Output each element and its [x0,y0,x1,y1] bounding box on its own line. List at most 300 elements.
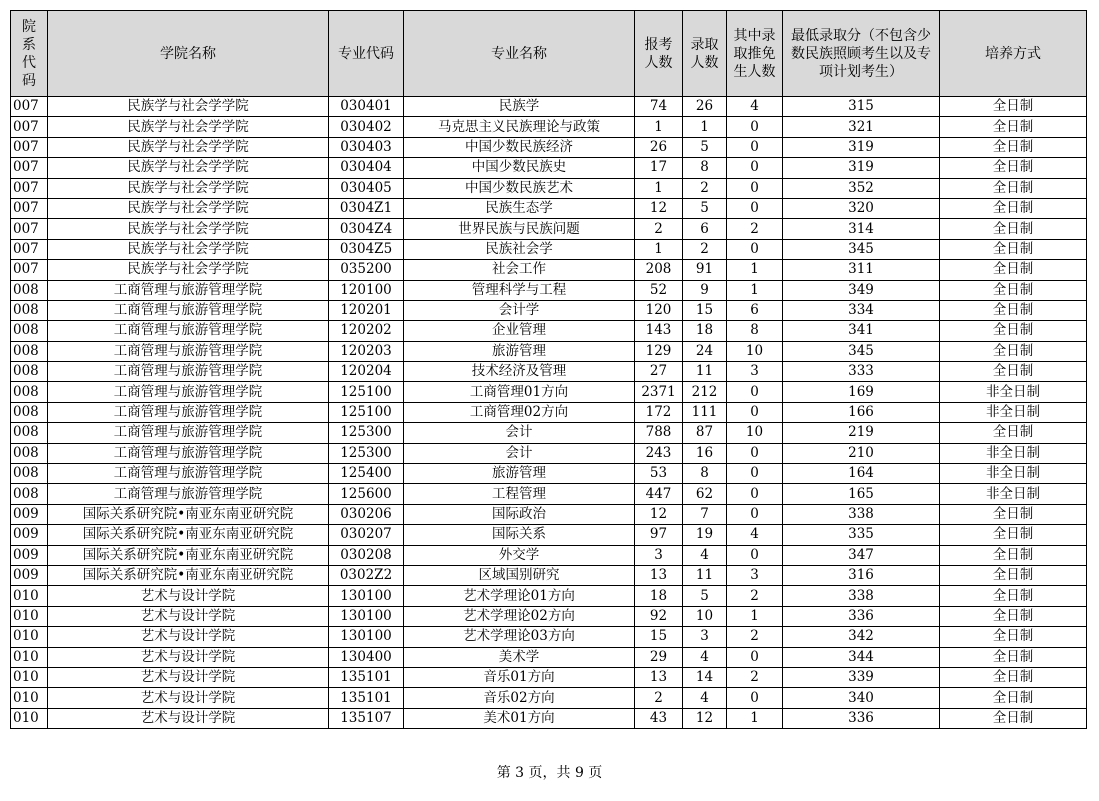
table-row [11,667,1087,687]
cell-admitted: 4 [683,688,727,708]
cell-major-code: 130100 [329,606,404,626]
cell-dept-code: 007 [11,239,48,259]
cell-dept-name: 工商管理与旅游管理学院 [48,341,329,361]
cell-major-code: 125600 [329,484,404,504]
cell-major-name: 会计学 [404,300,635,320]
cell-applicants: 43 [635,708,683,728]
cell-major-code: 135101 [329,688,404,708]
cell-dept-name: 民族学与社会学学院 [48,260,329,280]
cell-min-score: 344 [783,647,940,667]
cell-major-name: 民族社会学 [404,239,635,259]
cell-dept-name: 民族学与社会学学院 [48,97,329,117]
cell-mode: 全日制 [940,708,1087,728]
cell-admitted: 16 [683,443,727,463]
table-row [11,443,1087,463]
cell-applicants: 172 [635,402,683,422]
cell-exempt: 10 [727,423,783,443]
cell-min-score: 338 [783,504,940,524]
table-row [11,239,1087,259]
table-row [11,464,1087,484]
cell-major-name: 中国少数民族史 [404,158,635,178]
cell-dept-name: 民族学与社会学学院 [48,198,329,218]
cell-dept-name: 国际关系研究院•南亚东南亚研究院 [48,565,329,585]
cell-mode: 全日制 [940,158,1087,178]
cell-dept-code: 009 [11,545,48,565]
table-row [11,545,1087,565]
cell-dept-name: 工商管理与旅游管理学院 [48,423,329,443]
cell-admitted: 2 [683,178,727,198]
cell-major-code: 125100 [329,382,404,402]
cell-dept-code: 007 [11,198,48,218]
cell-mode: 全日制 [940,606,1087,626]
table-row [11,402,1087,422]
cell-min-score: 347 [783,545,940,565]
cell-dept-code: 009 [11,565,48,585]
cell-mode: 全日制 [940,260,1087,280]
cell-mode: 全日制 [940,525,1087,545]
cell-min-score: 166 [783,402,940,422]
cell-mode: 全日制 [940,627,1087,647]
table-row [11,260,1087,280]
cell-min-score: 164 [783,464,940,484]
cell-applicants: 29 [635,647,683,667]
cell-applicants: 1 [635,117,683,137]
cell-dept-name: 民族学与社会学学院 [48,158,329,178]
cell-major-code: 030207 [329,525,404,545]
cell-major-code: 030403 [329,137,404,157]
cell-exempt: 1 [727,606,783,626]
cell-min-score: 169 [783,382,940,402]
cell-exempt: 1 [727,280,783,300]
cell-min-score: 334 [783,300,940,320]
cell-major-name: 旅游管理 [404,341,635,361]
cell-exempt: 4 [727,525,783,545]
cell-exempt: 2 [727,627,783,647]
table-row [11,627,1087,647]
cell-major-code: 030208 [329,545,404,565]
cell-min-score: 340 [783,688,940,708]
cell-dept-name: 民族学与社会学学院 [48,219,329,239]
cell-mode: 全日制 [940,97,1087,117]
table-row [11,606,1087,626]
cell-major-name: 音乐02方向 [404,688,635,708]
admission-table [10,10,1087,729]
cell-dept-code: 010 [11,606,48,626]
cell-major-code: 0304Z1 [329,198,404,218]
cell-applicants: 2 [635,219,683,239]
cell-dept-code: 008 [11,484,48,504]
table-row [11,198,1087,218]
cell-major-name: 会计 [404,443,635,463]
cell-major-name: 艺术学理论02方向 [404,606,635,626]
cell-major-code: 120100 [329,280,404,300]
cell-major-code: 125100 [329,402,404,422]
table-row [11,117,1087,137]
cell-admitted: 62 [683,484,727,504]
cell-min-score: 342 [783,627,940,647]
cell-min-score: 345 [783,341,940,361]
cell-dept-name: 工商管理与旅游管理学院 [48,464,329,484]
cell-admitted: 91 [683,260,727,280]
cell-dept-code: 007 [11,117,48,137]
cell-mode: 全日制 [940,586,1087,606]
cell-applicants: 74 [635,97,683,117]
cell-applicants: 92 [635,606,683,626]
cell-exempt: 2 [727,586,783,606]
cell-exempt: 0 [727,504,783,524]
cell-min-score: 335 [783,525,940,545]
cell-major-code: 0304Z5 [329,239,404,259]
cell-exempt: 0 [727,137,783,157]
cell-exempt: 0 [727,545,783,565]
cell-admitted: 24 [683,341,727,361]
cell-admitted: 7 [683,504,727,524]
cell-min-score: 314 [783,219,940,239]
cell-applicants: 17 [635,158,683,178]
cell-min-score: 333 [783,362,940,382]
cell-mode: 全日制 [940,341,1087,361]
cell-admitted: 26 [683,97,727,117]
cell-dept-name: 工商管理与旅游管理学院 [48,443,329,463]
header-exempt: 其中录取推免生人数 [727,11,783,97]
cell-major-code: 130100 [329,586,404,606]
cell-min-score: 320 [783,198,940,218]
cell-applicants: 1 [635,239,683,259]
table-row [11,382,1087,402]
cell-admitted: 87 [683,423,727,443]
cell-applicants: 208 [635,260,683,280]
table-header-row [11,11,1087,97]
cell-dept-code: 010 [11,647,48,667]
cell-major-name: 工程管理 [404,484,635,504]
table-row [11,504,1087,524]
cell-min-score: 321 [783,117,940,137]
cell-major-code: 030206 [329,504,404,524]
cell-dept-code: 008 [11,443,48,463]
table-body [11,97,1087,729]
cell-dept-code: 009 [11,525,48,545]
cell-exempt: 0 [727,382,783,402]
cell-min-score: 338 [783,586,940,606]
cell-major-name: 马克思主义民族理论与政策 [404,117,635,137]
cell-exempt: 6 [727,300,783,320]
cell-admitted: 11 [683,362,727,382]
cell-major-name: 技术经济及管理 [404,362,635,382]
cell-applicants: 788 [635,423,683,443]
cell-mode: 非全日制 [940,443,1087,463]
cell-applicants: 53 [635,464,683,484]
cell-major-code: 035200 [329,260,404,280]
cell-admitted: 8 [683,158,727,178]
cell-major-name: 美术01方向 [404,708,635,728]
cell-exempt: 1 [727,260,783,280]
cell-dept-name: 民族学与社会学学院 [48,137,329,157]
cell-exempt: 2 [727,219,783,239]
table-row [11,280,1087,300]
cell-mode: 全日制 [940,423,1087,443]
cell-applicants: 18 [635,586,683,606]
cell-mode: 全日制 [940,117,1087,137]
table-row [11,158,1087,178]
cell-applicants: 120 [635,300,683,320]
cell-major-name: 国际关系 [404,525,635,545]
cell-dept-code: 010 [11,688,48,708]
cell-dept-code: 008 [11,341,48,361]
cell-major-name: 美术学 [404,647,635,667]
cell-exempt: 0 [727,117,783,137]
cell-admitted: 212 [683,382,727,402]
cell-major-code: 125300 [329,443,404,463]
cell-exempt: 0 [727,484,783,504]
cell-admitted: 10 [683,606,727,626]
cell-dept-code: 010 [11,586,48,606]
cell-mode: 全日制 [940,321,1087,341]
cell-dept-name: 国际关系研究院•南亚东南亚研究院 [48,504,329,524]
page-footer: 第 3 页，共 9 页 [496,765,603,781]
cell-mode: 全日制 [940,280,1087,300]
cell-min-score: 311 [783,260,940,280]
cell-admitted: 5 [683,137,727,157]
cell-dept-name: 民族学与社会学学院 [48,178,329,198]
cell-mode: 全日制 [940,300,1087,320]
cell-applicants: 2371 [635,382,683,402]
cell-mode: 全日制 [940,137,1087,157]
cell-min-score: 210 [783,443,940,463]
cell-major-code: 0304Z4 [329,219,404,239]
cell-applicants: 243 [635,443,683,463]
cell-dept-code: 009 [11,504,48,524]
cell-min-score: 219 [783,423,940,443]
cell-min-score: 336 [783,606,940,626]
cell-major-name: 艺术学理论03方向 [404,627,635,647]
cell-dept-name: 艺术与设计学院 [48,647,329,667]
cell-dept-name: 工商管理与旅游管理学院 [48,280,329,300]
cell-admitted: 4 [683,545,727,565]
cell-dept-code: 008 [11,321,48,341]
cell-dept-code: 007 [11,219,48,239]
cell-mode: 全日制 [940,362,1087,382]
cell-mode: 全日制 [940,688,1087,708]
cell-exempt: 0 [727,443,783,463]
table-row [11,321,1087,341]
cell-exempt: 3 [727,362,783,382]
cell-admitted: 5 [683,586,727,606]
cell-dept-name: 民族学与社会学学院 [48,239,329,259]
cell-admitted: 15 [683,300,727,320]
cell-exempt: 0 [727,464,783,484]
cell-major-name: 中国少数民族艺术 [404,178,635,198]
cell-dept-name: 工商管理与旅游管理学院 [48,382,329,402]
cell-major-name: 中国少数民族经济 [404,137,635,157]
cell-exempt: 0 [727,158,783,178]
cell-major-name: 国际政治 [404,504,635,524]
table-row [11,300,1087,320]
cell-admitted: 111 [683,402,727,422]
cell-admitted: 8 [683,464,727,484]
admission-table-container [10,10,1086,729]
header-admitted: 录取人数 [683,11,727,97]
cell-major-code: 030401 [329,97,404,117]
cell-major-code: 130400 [329,647,404,667]
table-row [11,484,1087,504]
cell-major-name: 管理科学与工程 [404,280,635,300]
cell-exempt: 0 [727,178,783,198]
header-major-name: 专业名称 [404,11,635,97]
cell-dept-name: 艺术与设计学院 [48,688,329,708]
cell-mode: 全日制 [940,647,1087,667]
cell-dept-code: 010 [11,667,48,687]
cell-major-code: 030402 [329,117,404,137]
header-dept-code: 院系代码 [11,11,48,97]
table-row [11,137,1087,157]
cell-mode: 非全日制 [940,484,1087,504]
cell-major-name: 民族学 [404,97,635,117]
cell-major-code: 030405 [329,178,404,198]
cell-applicants: 129 [635,341,683,361]
cell-mode: 全日制 [940,667,1087,687]
cell-admitted: 9 [683,280,727,300]
table-row [11,97,1087,117]
cell-major-code: 135101 [329,667,404,687]
cell-min-score: 165 [783,484,940,504]
cell-mode: 非全日制 [940,402,1087,422]
cell-exempt: 0 [727,688,783,708]
cell-dept-code: 008 [11,300,48,320]
cell-dept-name: 工商管理与旅游管理学院 [48,484,329,504]
cell-admitted: 12 [683,708,727,728]
cell-exempt: 2 [727,667,783,687]
cell-dept-name: 国际关系研究院•南亚东南亚研究院 [48,525,329,545]
cell-dept-code: 007 [11,97,48,117]
cell-min-score: 341 [783,321,940,341]
cell-dept-name: 国际关系研究院•南亚东南亚研究院 [48,545,329,565]
cell-major-code: 120203 [329,341,404,361]
cell-exempt: 0 [727,239,783,259]
cell-min-score: 315 [783,97,940,117]
cell-applicants: 97 [635,525,683,545]
cell-dept-name: 工商管理与旅游管理学院 [48,402,329,422]
cell-applicants: 3 [635,545,683,565]
cell-dept-code: 007 [11,158,48,178]
cell-min-score: 339 [783,667,940,687]
cell-dept-name: 工商管理与旅游管理学院 [48,362,329,382]
cell-major-code: 0302Z2 [329,565,404,585]
cell-exempt: 8 [727,321,783,341]
header-mode: 培养方式 [940,11,1087,97]
cell-major-name: 企业管理 [404,321,635,341]
cell-mode: 全日制 [940,219,1087,239]
cell-major-code: 125400 [329,464,404,484]
cell-dept-code: 008 [11,402,48,422]
table-row [11,525,1087,545]
cell-mode: 非全日制 [940,464,1087,484]
cell-major-name: 社会工作 [404,260,635,280]
cell-min-score: 336 [783,708,940,728]
cell-major-code: 120202 [329,321,404,341]
cell-admitted: 2 [683,239,727,259]
cell-applicants: 12 [635,198,683,218]
cell-min-score: 319 [783,137,940,157]
cell-applicants: 26 [635,137,683,157]
table-row [11,688,1087,708]
table-row [11,178,1087,198]
cell-exempt: 0 [727,198,783,218]
cell-applicants: 52 [635,280,683,300]
cell-dept-code: 010 [11,708,48,728]
cell-major-code: 120201 [329,300,404,320]
cell-dept-name: 艺术与设计学院 [48,708,329,728]
cell-applicants: 27 [635,362,683,382]
cell-dept-code: 007 [11,260,48,280]
cell-major-name: 外交学 [404,545,635,565]
cell-mode: 全日制 [940,239,1087,259]
cell-admitted: 6 [683,219,727,239]
cell-dept-name: 艺术与设计学院 [48,667,329,687]
cell-applicants: 15 [635,627,683,647]
cell-exempt: 10 [727,341,783,361]
cell-major-name: 工商管理02方向 [404,402,635,422]
cell-dept-code: 008 [11,423,48,443]
cell-exempt: 3 [727,565,783,585]
cell-admitted: 4 [683,647,727,667]
cell-min-score: 352 [783,178,940,198]
cell-mode: 全日制 [940,198,1087,218]
header-min-score: 最低录取分（不包含少数民族照顾考生以及专项计划考生） [783,11,940,97]
cell-mode: 全日制 [940,545,1087,565]
cell-mode: 全日制 [940,178,1087,198]
cell-admitted: 5 [683,198,727,218]
table-row [11,586,1087,606]
table-row [11,565,1087,585]
cell-admitted: 11 [683,565,727,585]
cell-applicants: 12 [635,504,683,524]
cell-major-name: 世界民族与民族问题 [404,219,635,239]
cell-major-name: 民族生态学 [404,198,635,218]
cell-applicants: 13 [635,667,683,687]
cell-exempt: 4 [727,97,783,117]
cell-mode: 非全日制 [940,382,1087,402]
table-row [11,708,1087,728]
cell-major-code: 135107 [329,708,404,728]
cell-min-score: 319 [783,158,940,178]
cell-exempt: 0 [727,402,783,422]
table-row [11,647,1087,667]
cell-mode: 全日制 [940,504,1087,524]
cell-admitted: 19 [683,525,727,545]
cell-major-name: 艺术学理论01方向 [404,586,635,606]
cell-admitted: 3 [683,627,727,647]
cell-major-code: 030404 [329,158,404,178]
cell-dept-code: 008 [11,382,48,402]
cell-major-name: 音乐01方向 [404,667,635,687]
table-row [11,219,1087,239]
cell-applicants: 447 [635,484,683,504]
cell-major-name: 旅游管理 [404,464,635,484]
cell-dept-code: 007 [11,178,48,198]
table-row [11,362,1087,382]
cell-mode: 全日制 [940,565,1087,585]
cell-applicants: 2 [635,688,683,708]
header-applicants: 报考人数 [635,11,683,97]
cell-dept-name: 工商管理与旅游管理学院 [48,300,329,320]
table-row [11,341,1087,361]
cell-applicants: 143 [635,321,683,341]
cell-dept-name: 艺术与设计学院 [48,586,329,606]
header-major-code: 专业代码 [329,11,404,97]
cell-min-score: 316 [783,565,940,585]
cell-admitted: 18 [683,321,727,341]
header-dept-name: 学院名称 [48,11,329,97]
